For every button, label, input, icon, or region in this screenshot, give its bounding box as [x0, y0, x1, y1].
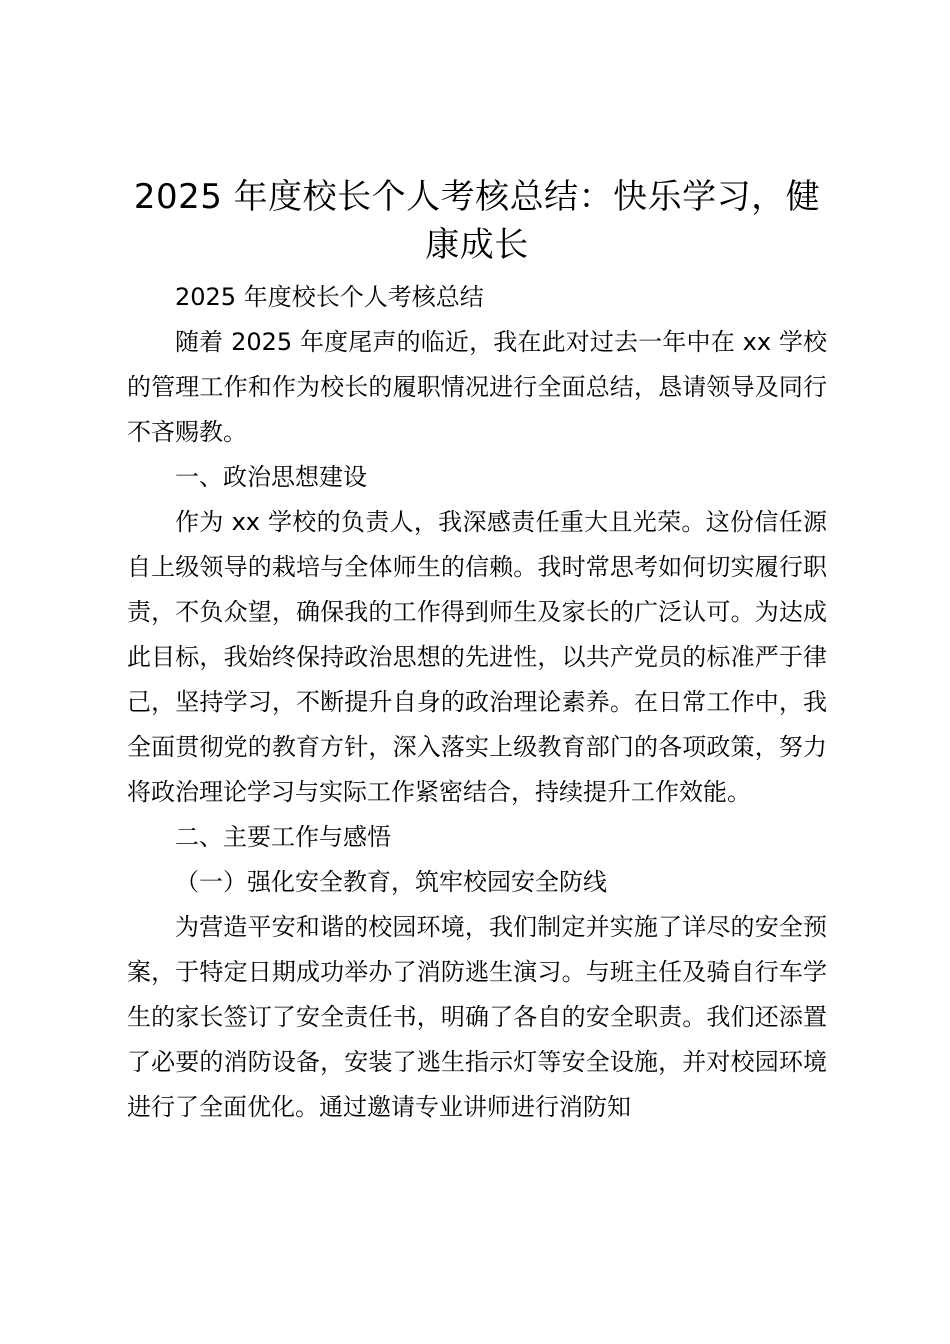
paragraph-safety: 为营造平安和谐的校园环境，我们制定并实施了详尽的安全预案，于特定日期成功举办了消防逃生演习。与班主任及骑自行车学生的家长签订了安全责任书，明确了各自的安全职责。我们还添置了必要的消防设备，安装了逃生指示灯等安全设施，并对校园环境进行了全面优化。通过邀请专业讲师进行消防知	[127, 913, 827, 1121]
document-body	[127, 173, 827, 1130]
subsection-heading-safety: （一）强化安全教育，筑牢校园安全防线	[175, 868, 607, 896]
paragraph-intro: 随着 2025 年度尾声的临近，我在此对过去一年中在 xx 学校的管理工作和作为校长的履职情况进行全面总结，恳请领导及同行不吝赐教。	[127, 328, 827, 446]
document-subtitle: 2025 年度校长个人考核总结	[175, 283, 484, 311]
section-heading-political: 一、政治思想建设	[175, 463, 367, 491]
paragraph-political: 作为 xx 学校的负责人，我深感责任重大且光荣。这份信任源自上级领导的栽培与全体师生的信赖。我时常思考如何切实履行职责，不负众望，确保我的工作得到师生及家长的广泛认可。为达成此目标，我始终保持政治思想的先进性，以共产党员的标准严于律己，坚持学习，不断提升自身的政治理论素养。在日常工作中，我全面贯彻党的教育方针，深入落实上级教育部门的各项政策，努力将政治理论学习与实际工作紧密结合，持续提升工作效能。	[127, 508, 827, 806]
section-heading-main-work: 二、主要工作与感悟	[175, 823, 391, 851]
document-title: 2025 年度校长个人考核总结：快乐学习，健康成长	[133, 177, 821, 265]
